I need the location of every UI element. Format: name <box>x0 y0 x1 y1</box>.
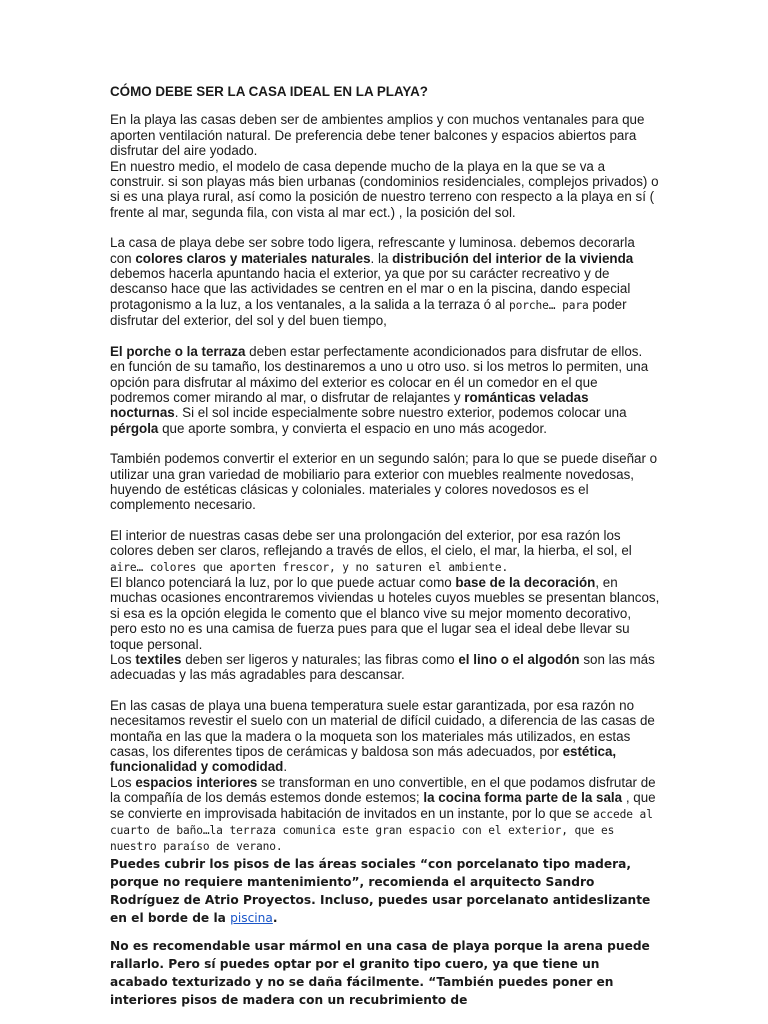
monospace-snippet: aire… colores que aporten frescor, y no saturen el ambiente. <box>110 560 509 574</box>
paragraph: También podemos convertir el exterior en un segundo salón; para lo que se puede diseñar o utilizar una gran variedad de mobiliario para exterior con muebles realmente novedosas, huyendo de estéticas clásicas y coloniales. materiales y colores novedosos es el complemento necesario. <box>110 451 658 513</box>
monospace-snippet: porche… para <box>508 298 589 312</box>
bold-phrase: colores claros y materiales naturales <box>135 250 371 266</box>
document-body <box>110 84 660 1009</box>
bold-phrase: pérgola <box>110 420 159 436</box>
paragraph: En nuestro medio, el modelo de casa depende mucho de la playa en la que se va a construir. si son playas más bien urbanas (condominios residenciales, complejos privados) o si es una playa rural, así como la posición de nuestro terreno con respecto a la playa en sí ( frente al mar, segunda fila, con vista al mar ect.) , la posición del sol. <box>110 158 659 220</box>
paragraph: Los textiles deben ser ligeros y naturales; las fibras como el lino o el algodón son las más adecuadas y las más agradables para descansar. <box>110 652 655 683</box>
paragraph: No es recomendable usar mármol en una casa de playa porque la arena puede rallarlo. Pero sí puedes optar por el granito tipo cuero, ya que tiene un acabado texturizado y no se daña fácilmente. “También puedes poner en interiores pisos de madera con un recubrimiento de <box>110 938 650 1007</box>
bold-phrase: textiles <box>135 652 182 667</box>
piscina-link[interactable]: piscina <box>230 910 273 925</box>
paragraph: El porche o la terraza deben estar perfectamente acondicionados para disfrutar de ellos. en función de su tamaño, los destinaremos a uno u otro uso. si los metros lo permiten, una opción para disfrutar al máximo del exterior es colocar en él un comedor en el que podremos comer mirando al mar, o disfrutar de relajantes y románticas veladas nocturnas. Si el sol incide especialmente sobre nuestro exterior, podemos colocar una pérgola que aporte sombra, y convierta el espacio en uno más acogedor. <box>110 343 649 436</box>
bold-phrase: Puedes cubrir los pisos de las áreas sociales “con porcelanato tipo madera, porque no requiere mantenimiento” <box>110 856 632 889</box>
paragraph: La casa de playa debe ser sobre todo ligera, refrescante y luminosa. debemos decorarla con colores claros y materiales naturales. la distribución del interior de la vivienda debemos hacerla apuntando hacia el exterior, ya que por su carácter recreativo y de descanso hace que las actividades se centren en el mar o en la piscina, dando especial protagonismo a la luz, a los ventanales, a la salida a la terraza ó al porche… para poder disfrutar del exterior, del sol y del buen tiempo, <box>110 235 635 329</box>
paragraph: Puedes cubrir los pisos de las áreas sociales “con porcelanato tipo madera, porque no requiere mantenimiento”, recomienda el arquitecto Sandro Rodríguez de Atrio Proyectos. Incluso, puedes usar porcelanato antideslizante en el borde de la piscina. <box>110 856 651 925</box>
bold-phrase: base de la decoración <box>455 574 596 590</box>
monospace-snippet: accede al cuarto de baño… <box>110 807 653 838</box>
bold-phrase: espacios interiores <box>135 774 258 790</box>
page-title: CÓMO DEBE SER LA CASA IDEAL EN LA PLAYA? <box>110 84 428 99</box>
bold-phrase: el lino o el algodón <box>458 652 580 667</box>
paragraph: En las casas de playa una buena temperatura suele estar garantizada, por esa razón no necesitamos revestir el suelo con un material de difícil cuidado, a diferencia de las casas de montaña en las que la madera o la moqueta son los materiales más utilizados, en estas casas, los diferentes tipos de cerámicas y baldosa son más adecuados, por estética, funcionalidad y comodidad. <box>110 697 655 775</box>
paragraph: En la playa las casas deben ser de ambientes amplios y con muchos ventanales para que aporten ventilación natural. De preferencia debe tener balcones y espacios abiertos para disfrutar del aire yodado. <box>110 112 645 159</box>
bold-phrase: estética, funcionalidad y comodidad <box>110 744 617 775</box>
bold-phrase: El porche o la terraza <box>110 343 246 359</box>
bold-phrase: románticas veladas nocturnas <box>110 389 589 421</box>
paragraph: Los espacios interiores se transforman en uno convertible, en el que podamos disfrutar de la compañía de los demás estemos donde estemos; la cocina forma parte de la sala , que se convierte en improvisada habitación de invitados en un instante, por lo que se accede al cuarto de baño…la terraza comunica este gran espacio con el exterior, que es nuestro paraíso de verano. <box>110 774 656 854</box>
paragraph: El blanco potenciará la luz, por lo que puede actuar como base de la decoración, en muchas ocasiones encontraremos viviendas u hoteles cuyos muebles se presentan blancos, si esa es la opción elegida le comento que el blanco vive su mejor momento decorativo, pero esto no es una camisa de fuerza pues para que el lugar sea el ideal debe llevar su toque personal. <box>110 574 660 652</box>
bold-phrase: la cocina forma parte de la sala <box>423 790 623 806</box>
paragraph: El interior de nuestras casas debe ser una prolongación del exterior, por esa razón los colores deben ser claros, reflejando a través de ellos, el cielo, el mar, la hierba, el sol, el aire… colores que aporten frescor, y no saturen el ambiente. <box>110 527 632 574</box>
bold-phrase: distribución del interior de la vivienda <box>392 250 634 266</box>
